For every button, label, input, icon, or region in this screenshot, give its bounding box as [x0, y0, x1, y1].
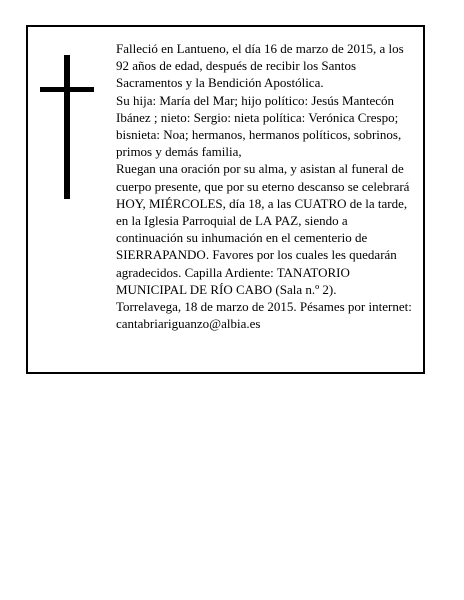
place-date-contact-paragraph: Torrelavega, 18 de marzo de 2015. Pésames por internet: cantabriariguanzo@albia.es: [116, 299, 412, 332]
funeral-details-paragraph: Ruegan una oración por su alma, y asistan al funeral de cuerpo presente, que por su eterno descanso se celebrará HOY, MIÉRCOLES, día 18, a las CUATRO de la tarde, en la Iglesia Parroquial de LA PAZ, siendo a continuación su inhumación en el cementerio de SIERRAPANDO. Favores por los cuales les quedarán agradecidos. Capilla Ardiente: TANATORIO MUNICIPAL DE RÍO CABO (Sala n.º 2).: [116, 161, 410, 297]
death-announcement-paragraph: Falleció en Lantueno, el día 16 de marzo de 2015, a los 92 años de edad, después de recibir los Santos Sacramentos y la Bendición Apostólica.: [116, 41, 404, 91]
obituary-text: [116, 40, 418, 332]
cross-vertical-bar: [64, 55, 70, 199]
obituary-notice: [26, 25, 425, 374]
cross-horizontal-bar: [40, 87, 94, 92]
family-paragraph: Su hija: María del Mar; hijo político: Jesús Mantecón Ibánez ; nieto: Sergio: nieta política: Verónica Crespo; bisnieta: Noa; hermanos, hermanos políticos, sobrinos, primos y demás familia,: [116, 92, 402, 160]
cross-icon: [40, 55, 94, 199]
